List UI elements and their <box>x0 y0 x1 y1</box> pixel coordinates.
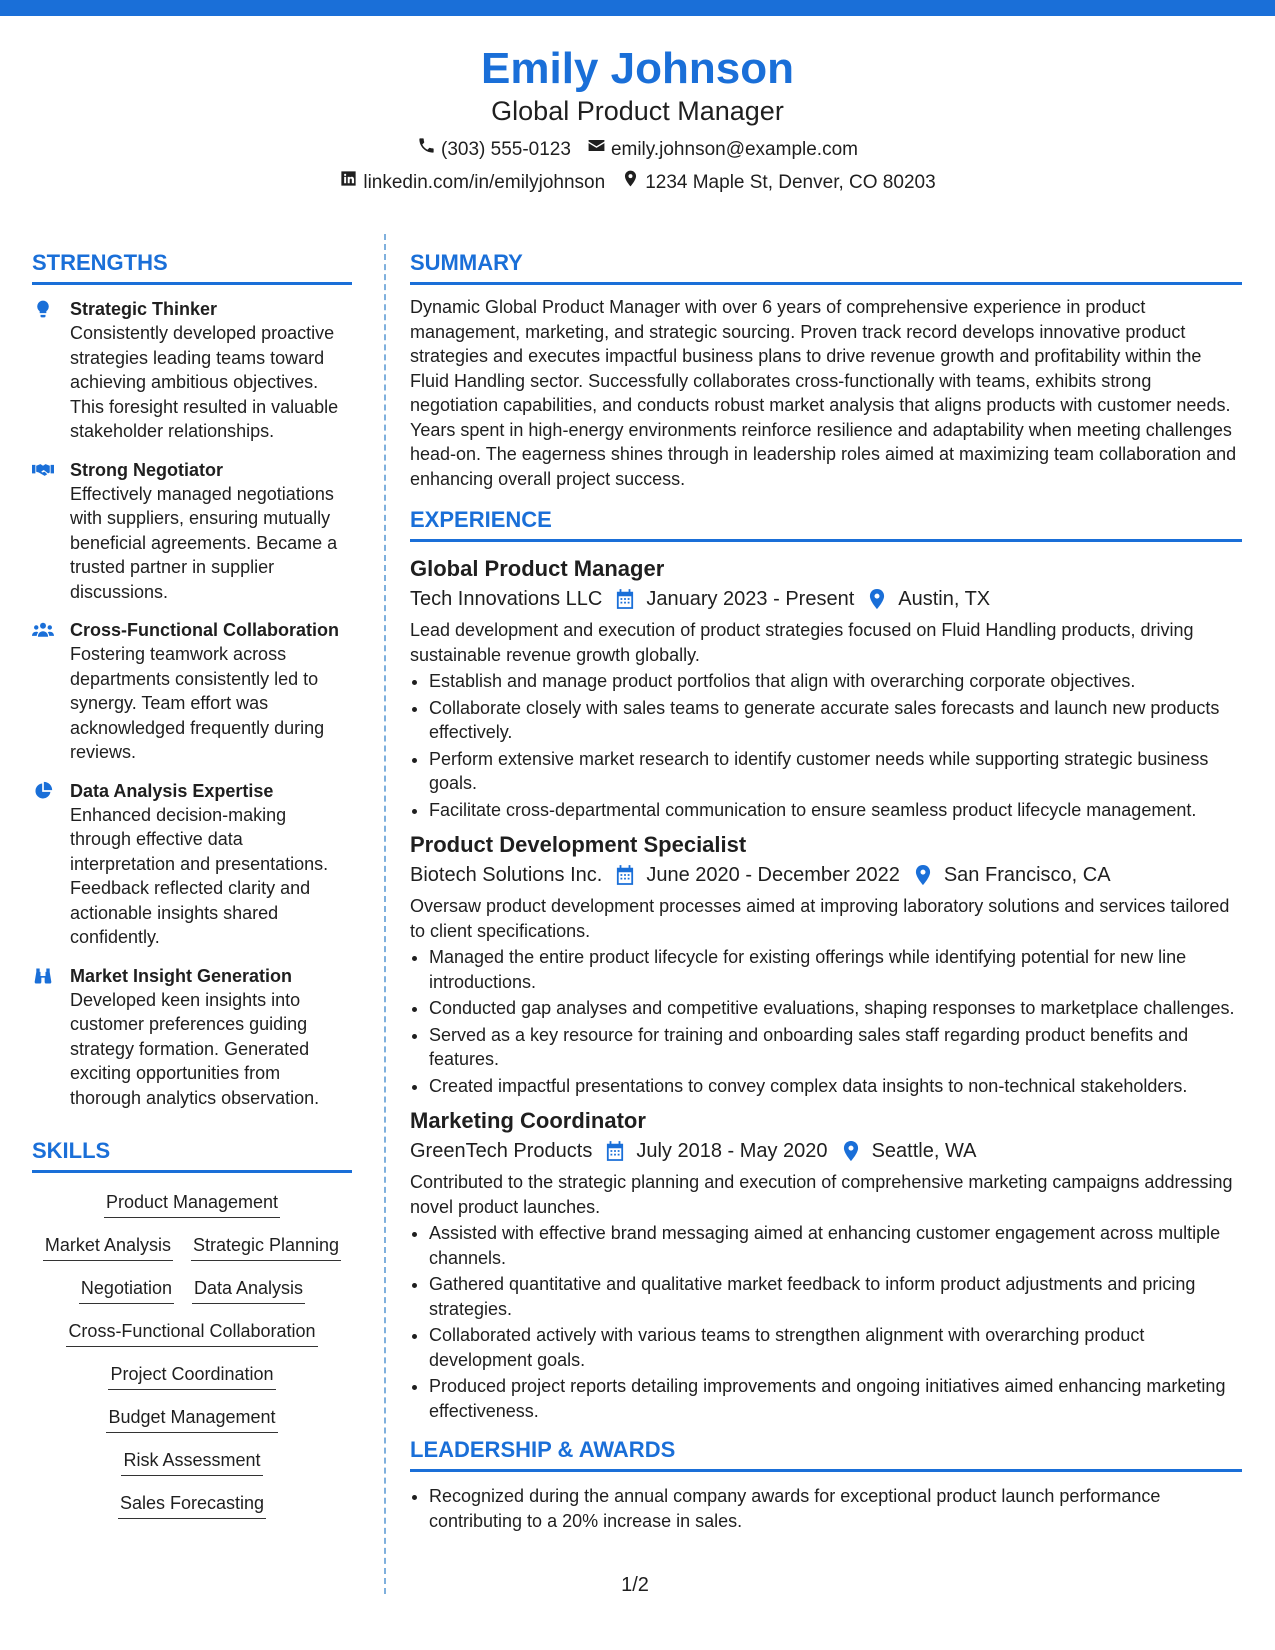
strength-description: Consistently developed proactive strategies leading teams toward achieving ambitious objectives. This foresight resulted in valuable stakeholder relationships. <box>70 323 339 441</box>
company-name: GreenTech Products <box>410 1140 593 1162</box>
address-text: 1234 Maple St, Denver, CO 80203 <box>645 171 936 193</box>
binoculars-icon <box>32 964 70 1111</box>
job-location: San Francisco, CA <box>943 864 1111 886</box>
strengths-heading: STRENGTHS <box>32 248 352 285</box>
strength-description: Developed keen insights into customer preferences guiding strategy formation. Generated exciting opportunities from thorough analytics observation. <box>70 989 320 1108</box>
strength-title: Market Insight Generation <box>70 965 293 986</box>
strength-title: Data Analysis Expertise <box>70 780 274 801</box>
job-dates: January 2023 - Present <box>646 588 855 610</box>
lightbulb-icon <box>32 297 70 444</box>
skill-tag: Sales Forecasting <box>118 1490 266 1519</box>
summary-heading: SUMMARY <box>410 248 1242 285</box>
linkedin-contact[interactable] <box>339 169 605 196</box>
job-title: Global Product Manager <box>410 556 665 581</box>
job-meta <box>410 1136 1242 1166</box>
skill-tag: Product Management <box>104 1189 280 1218</box>
right-column <box>410 248 1242 1535</box>
calendar-icon <box>616 589 634 609</box>
bullet-item: • Collaborated actively with various teams to strengthen alignment with overarching product development goals. <box>429 1323 1242 1372</box>
strength-item <box>32 779 352 950</box>
email-contact[interactable] <box>587 136 858 163</box>
skill-row <box>32 1447 352 1476</box>
bullet-item: • Assisted with effective brand messaging aimed at enhancing customer engagement across multiple channels. <box>429 1221 1242 1270</box>
map-pin-icon <box>914 865 932 885</box>
strength-title: Strategic Thinker <box>70 299 218 319</box>
bullet-item: • Collaborate closely with sales teams to generate accurate sales forecasts and launch new products effectively. <box>429 696 1242 745</box>
experience-heading: EXPERIENCE <box>410 505 1242 542</box>
skill-row <box>32 1361 352 1390</box>
address-contact <box>621 169 935 196</box>
bullet-item: • Facilitate cross-departmental communication to ensure seamless product lifecycle management. <box>429 798 1242 823</box>
leadership-bullets <box>410 1484 1242 1533</box>
leadership-heading: LEADERSHIP & AWARDS <box>410 1435 1242 1472</box>
column-divider <box>384 234 386 1594</box>
phone-contact[interactable] <box>417 136 571 163</box>
job-title: Marketing Coordinator <box>410 1108 646 1133</box>
skills-heading: SKILLS <box>32 1136 352 1173</box>
skill-tag: Project Coordination <box>108 1361 275 1390</box>
company-name: Biotech Solutions Inc. <box>410 864 603 886</box>
job-entry <box>410 554 1242 822</box>
company-name: Tech Innovations LLC <box>410 588 603 610</box>
strength-item <box>32 458 352 605</box>
strength-item <box>32 964 352 1111</box>
job-meta <box>410 584 1242 614</box>
bullet-item: • Conducted gap analyses and competitive evaluations, shaping responses to marketplace challenges. <box>429 996 1242 1021</box>
pie-chart-icon <box>32 779 70 950</box>
skill-row <box>32 1318 352 1347</box>
contact-row-1 <box>0 136 1275 163</box>
handshake-icon <box>32 458 70 605</box>
job-entry <box>410 1106 1242 1423</box>
job-bullets <box>410 1221 1242 1423</box>
skill-tag: Cross-Functional Collaboration <box>66 1318 317 1347</box>
strength-description: Effectively managed negotiations with suppliers, ensuring mutually beneficial agreements. Became a trusted partner in supplier discussions. <box>70 483 338 602</box>
strength-title: Cross-Functional Collaboration <box>70 620 340 640</box>
job-meta <box>410 860 1242 890</box>
skill-tag: Data Analysis <box>192 1275 305 1304</box>
job-dates: June 2020 - December 2022 <box>646 864 900 886</box>
bullet-item: • Establish and manage product portfolios that align with overarching corporate objectives. <box>429 669 1242 694</box>
page-number: 1/2 <box>621 1574 649 1596</box>
skill-row <box>32 1232 352 1261</box>
candidate-role: Global Product Manager <box>491 96 784 126</box>
skill-row <box>32 1275 352 1304</box>
skill-tag: Market Analysis <box>43 1232 173 1261</box>
left-column <box>32 248 352 1533</box>
resume-header <box>0 40 1275 196</box>
strength-item <box>32 618 352 765</box>
strength-description: Enhanced decision-making through effective data interpretation and presentations. Feedback reflected clarity and actionable insights shared confidently. <box>70 804 329 947</box>
strength-title: Strong Negotiator <box>70 459 223 480</box>
job-bullets <box>410 945 1242 1098</box>
skills-list <box>32 1189 352 1519</box>
bullet-item: • Managed the entire product lifecycle for existing offerings while identifying potential for new line introductions. <box>429 945 1242 994</box>
bullet-item: • Produced project reports detailing improvements and ongoing initiatives aimed enhancing marketing effectiveness. <box>429 1374 1242 1423</box>
bullet-item: • Perform extensive market research to identify customer needs while supporting strategic business goals. <box>429 747 1242 796</box>
map-pin-icon <box>621 169 640 196</box>
job-location: Seattle, WA <box>871 1140 977 1162</box>
job-bullets <box>410 669 1242 822</box>
phone-text: (303) 555-0123 <box>441 138 571 160</box>
linkedin-text: linkedin.com/in/emilyjohnson <box>363 171 606 193</box>
skill-row <box>32 1404 352 1433</box>
phone-icon <box>417 136 436 163</box>
bullet-item: • Served as a key resource for training and onboarding sales staff regarding product benefits and features. <box>429 1023 1242 1072</box>
job-title: Product Development Specialist <box>410 832 747 857</box>
candidate-name: Emily Johnson <box>481 44 794 93</box>
job-entry <box>410 830 1242 1098</box>
job-dates: July 2018 - May 2020 <box>636 1140 828 1162</box>
contact-row-2 <box>0 169 1275 196</box>
linkedin-icon <box>339 169 358 196</box>
email-text: emily.johnson@example.com <box>610 138 858 160</box>
bullet-item: • Gathered quantitative and qualitative market feedback to inform product adjustments and pricing strategies. <box>429 1272 1242 1321</box>
summary-text: Dynamic Global Product Manager with over 6 years of comprehensive experience in product management, marketing, and strategic sourcing. Proven track record develops innovative product strategies and executes impactful business plans to drive revenue growth and profitability within the Fluid Handling sector. Successfully collaborates cross-functionally with teams, exhibits strong negotiation capabilities, and conducts robust market analysis that aligns products with customer needs. Years spent in high-energy environments reinforce resilience and adaptability when meeting challenges head-on. The eagerness shines through in leadership roles aimed at maximizing team collaboration and enhancing overall project success. <box>410 297 1237 489</box>
skill-tag: Strategic Planning <box>191 1232 341 1261</box>
skill-tag: Budget Management <box>106 1404 277 1433</box>
job-description: Contributed to the strategic planning and execution of comprehensive marketing campaigns addressing novel product launches. <box>410 1172 1233 1217</box>
skill-row <box>32 1189 352 1218</box>
strength-item <box>32 297 352 444</box>
strength-description: Fostering teamwork across departments consistently led to synergy. Team effort was acknowledged frequently during reviews. <box>70 644 325 762</box>
calendar-icon <box>616 865 634 885</box>
map-pin-icon <box>868 589 886 609</box>
map-pin-icon <box>842 1141 860 1161</box>
job-description: Lead development and execution of product strategies focused on Fluid Handling products, driving sustainable revenue growth globally. <box>410 620 1194 665</box>
bullet-item: • Created impactful presentations to convey complex data insights to non-technical stakeholders. <box>429 1074 1242 1099</box>
skill-tag: Negotiation <box>79 1275 174 1304</box>
skill-tag: Risk Assessment <box>121 1447 262 1476</box>
calendar-icon <box>606 1141 624 1161</box>
users-icon <box>32 618 70 765</box>
bullet-item: • Recognized during the annual company awards for exceptional product launch performance contributing to a 20% increase in sales. <box>429 1484 1242 1533</box>
job-location: Austin, TX <box>898 588 991 610</box>
top-accent-bar <box>0 0 1275 16</box>
job-description: Oversaw product development processes aimed at improving laboratory solutions and services tailored to client specifications. <box>410 896 1230 941</box>
skill-row <box>32 1490 352 1519</box>
envelope-icon <box>587 136 606 163</box>
